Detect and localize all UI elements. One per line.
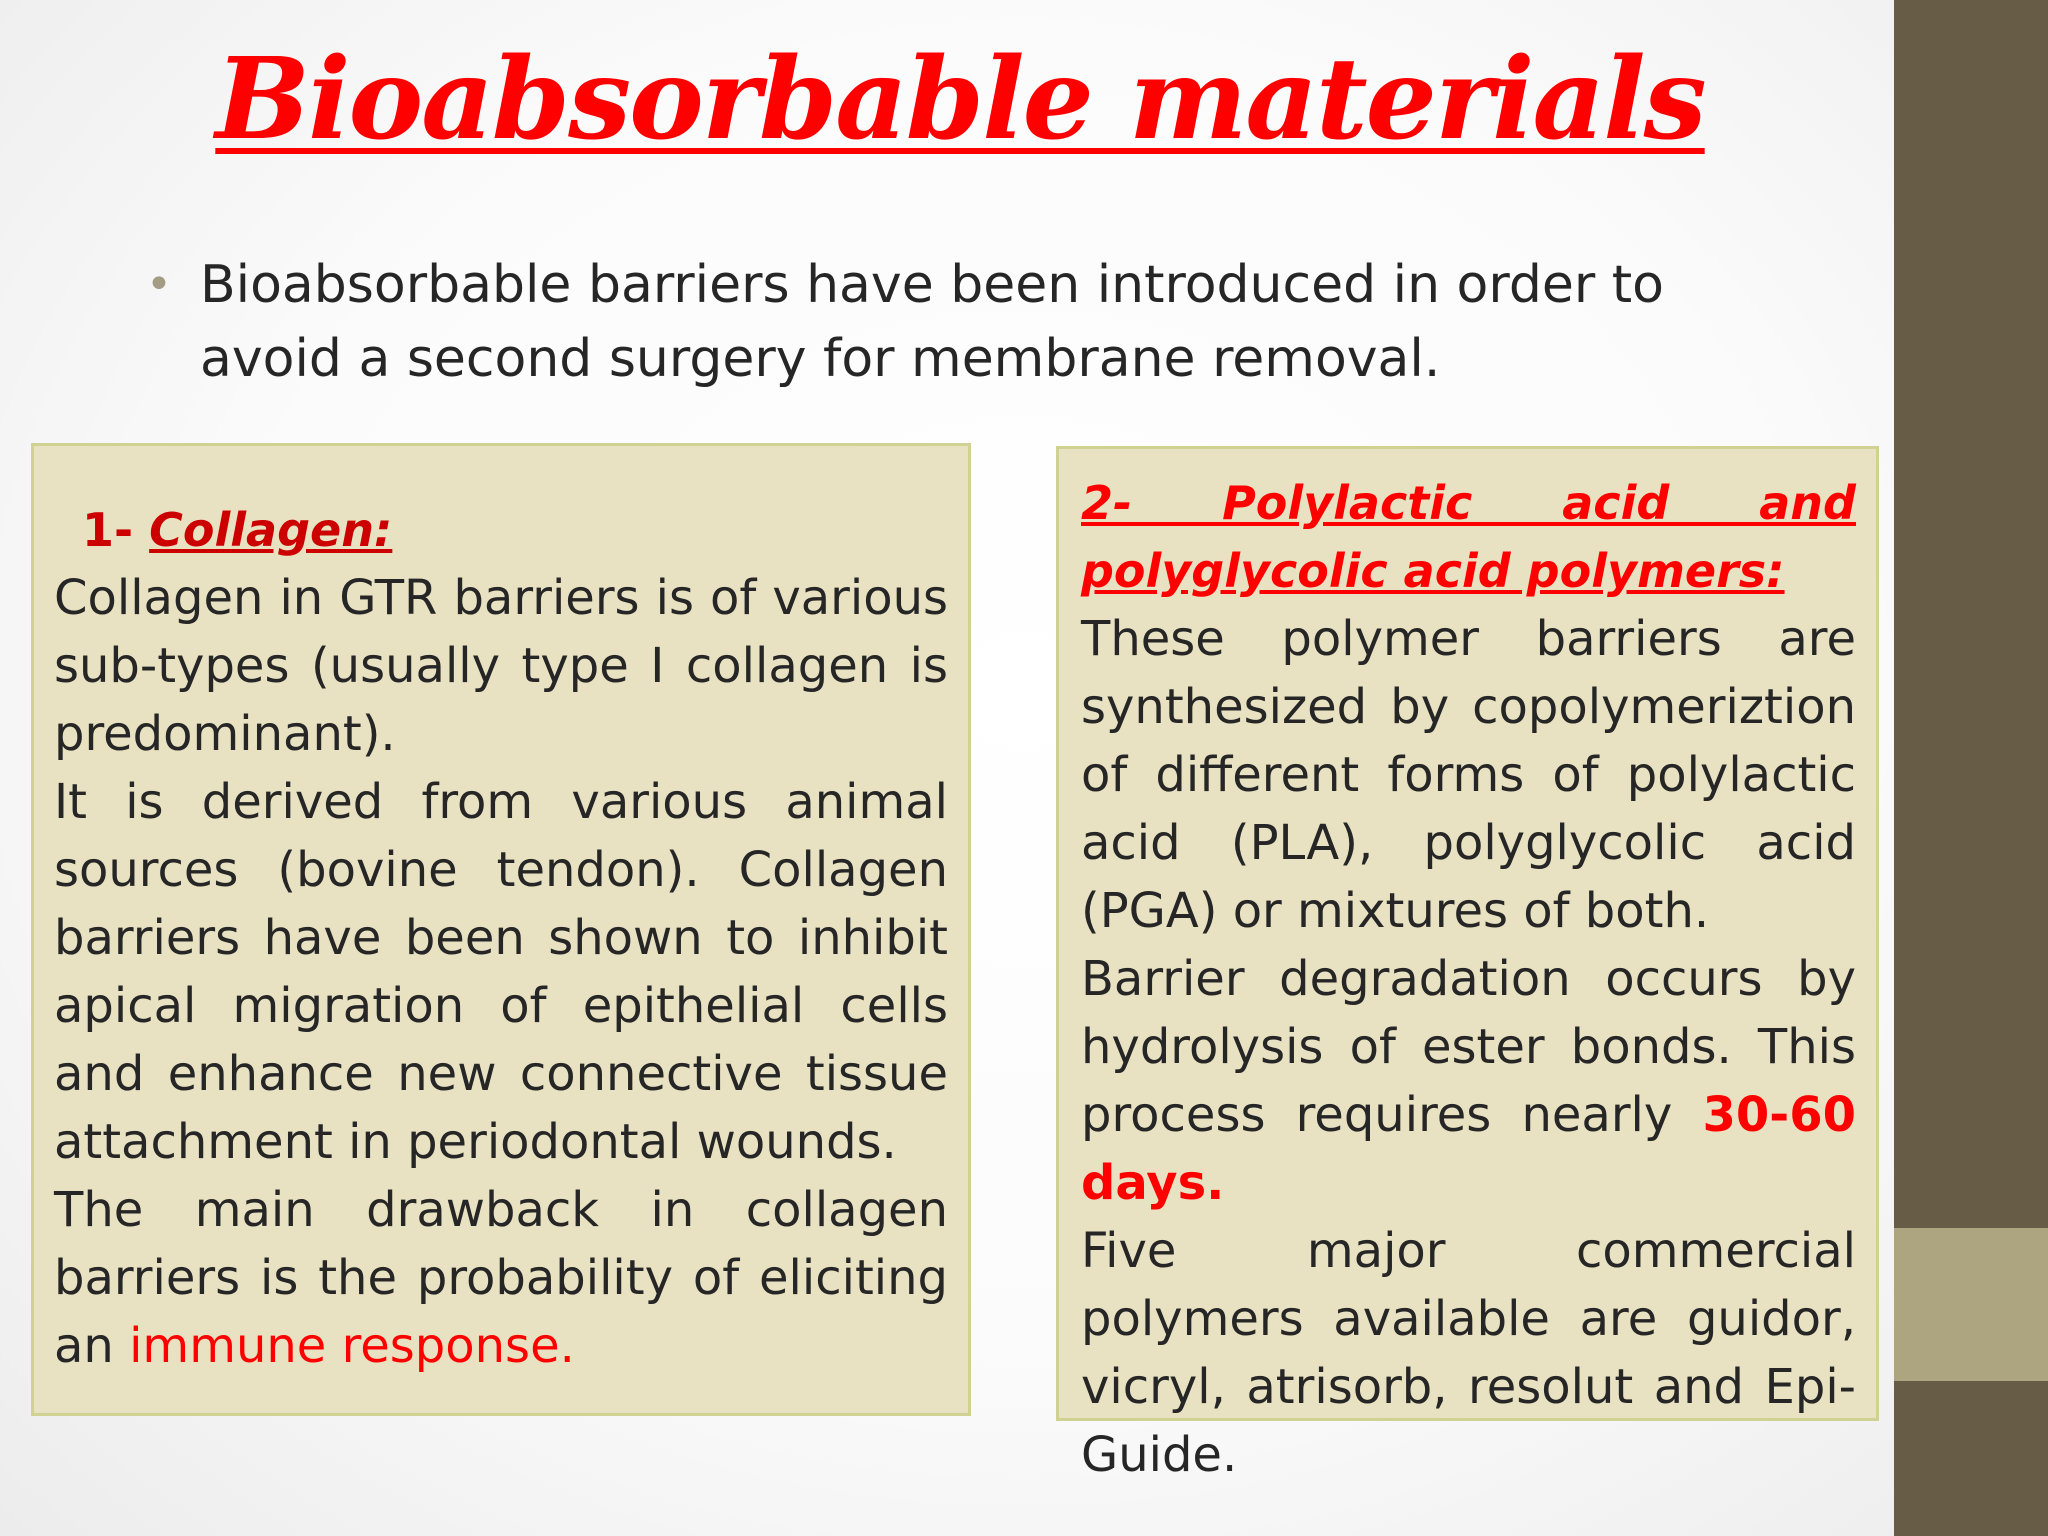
collagen-paragraph-sources: It is derived from various animal sources (bovine tendon). Collagen barriers have been shown to inhibit apical migration of epithelial cells and enhance new connective tissue attachment in periodontal wounds.	[54, 774, 948, 1170]
right-decorative-bar-accent	[1894, 1228, 2048, 1381]
polymer-paragraph-degradation	[1081, 945, 1856, 1217]
bullet-icon: •	[146, 259, 172, 310]
polymer-box	[1056, 446, 1879, 1483]
slide-title-text: Bioabsorbable materials	[215, 34, 1705, 165]
collagen-paragraph-drawback	[54, 1176, 948, 1380]
collagen-drawback-text: The main drawback in collagen barriers is the probability of eliciting an	[54, 1182, 948, 1374]
polymer-paragraph-commercial: Five major commercial polymers available are guidor, vicryl, atrisorb, resolut and Epi-Guide.	[1081, 1223, 1856, 1483]
collagen-paragraph-subtypes: Collagen in GTR barriers is of various sub-types (usually type I collagen is predominant).	[54, 570, 948, 762]
collagen-heading-number: 1-	[82, 503, 150, 557]
degradation-text: Barrier degradation occurs by hydrolysis of ester bonds. This process requires nearly	[1081, 951, 1856, 1143]
immune-response-highlight: immune response.	[129, 1318, 575, 1374]
collagen-heading-label: Collagen:	[149, 503, 393, 557]
collagen-heading	[82, 496, 948, 564]
slide-title	[0, 30, 1920, 170]
collagen-box	[31, 443, 971, 1416]
polymer-heading: 2- Polylactic acid and polyglycolic acid polymers:	[1081, 476, 1856, 598]
degradation-days-highlight: 30-60 days.	[1081, 1087, 1856, 1211]
intro-bullet-item	[146, 248, 1806, 396]
intro-text: Bioabsorbable barriers have been introduced in order to avoid a second surgery for membrane removal.	[200, 255, 1664, 389]
polymer-paragraph-synthesis: These polymer barriers are synthesized by copolymeriztion of different forms of polylactic acid (PLA), polyglycolic acid (PGA) or mixtures of both.	[1081, 611, 1856, 939]
